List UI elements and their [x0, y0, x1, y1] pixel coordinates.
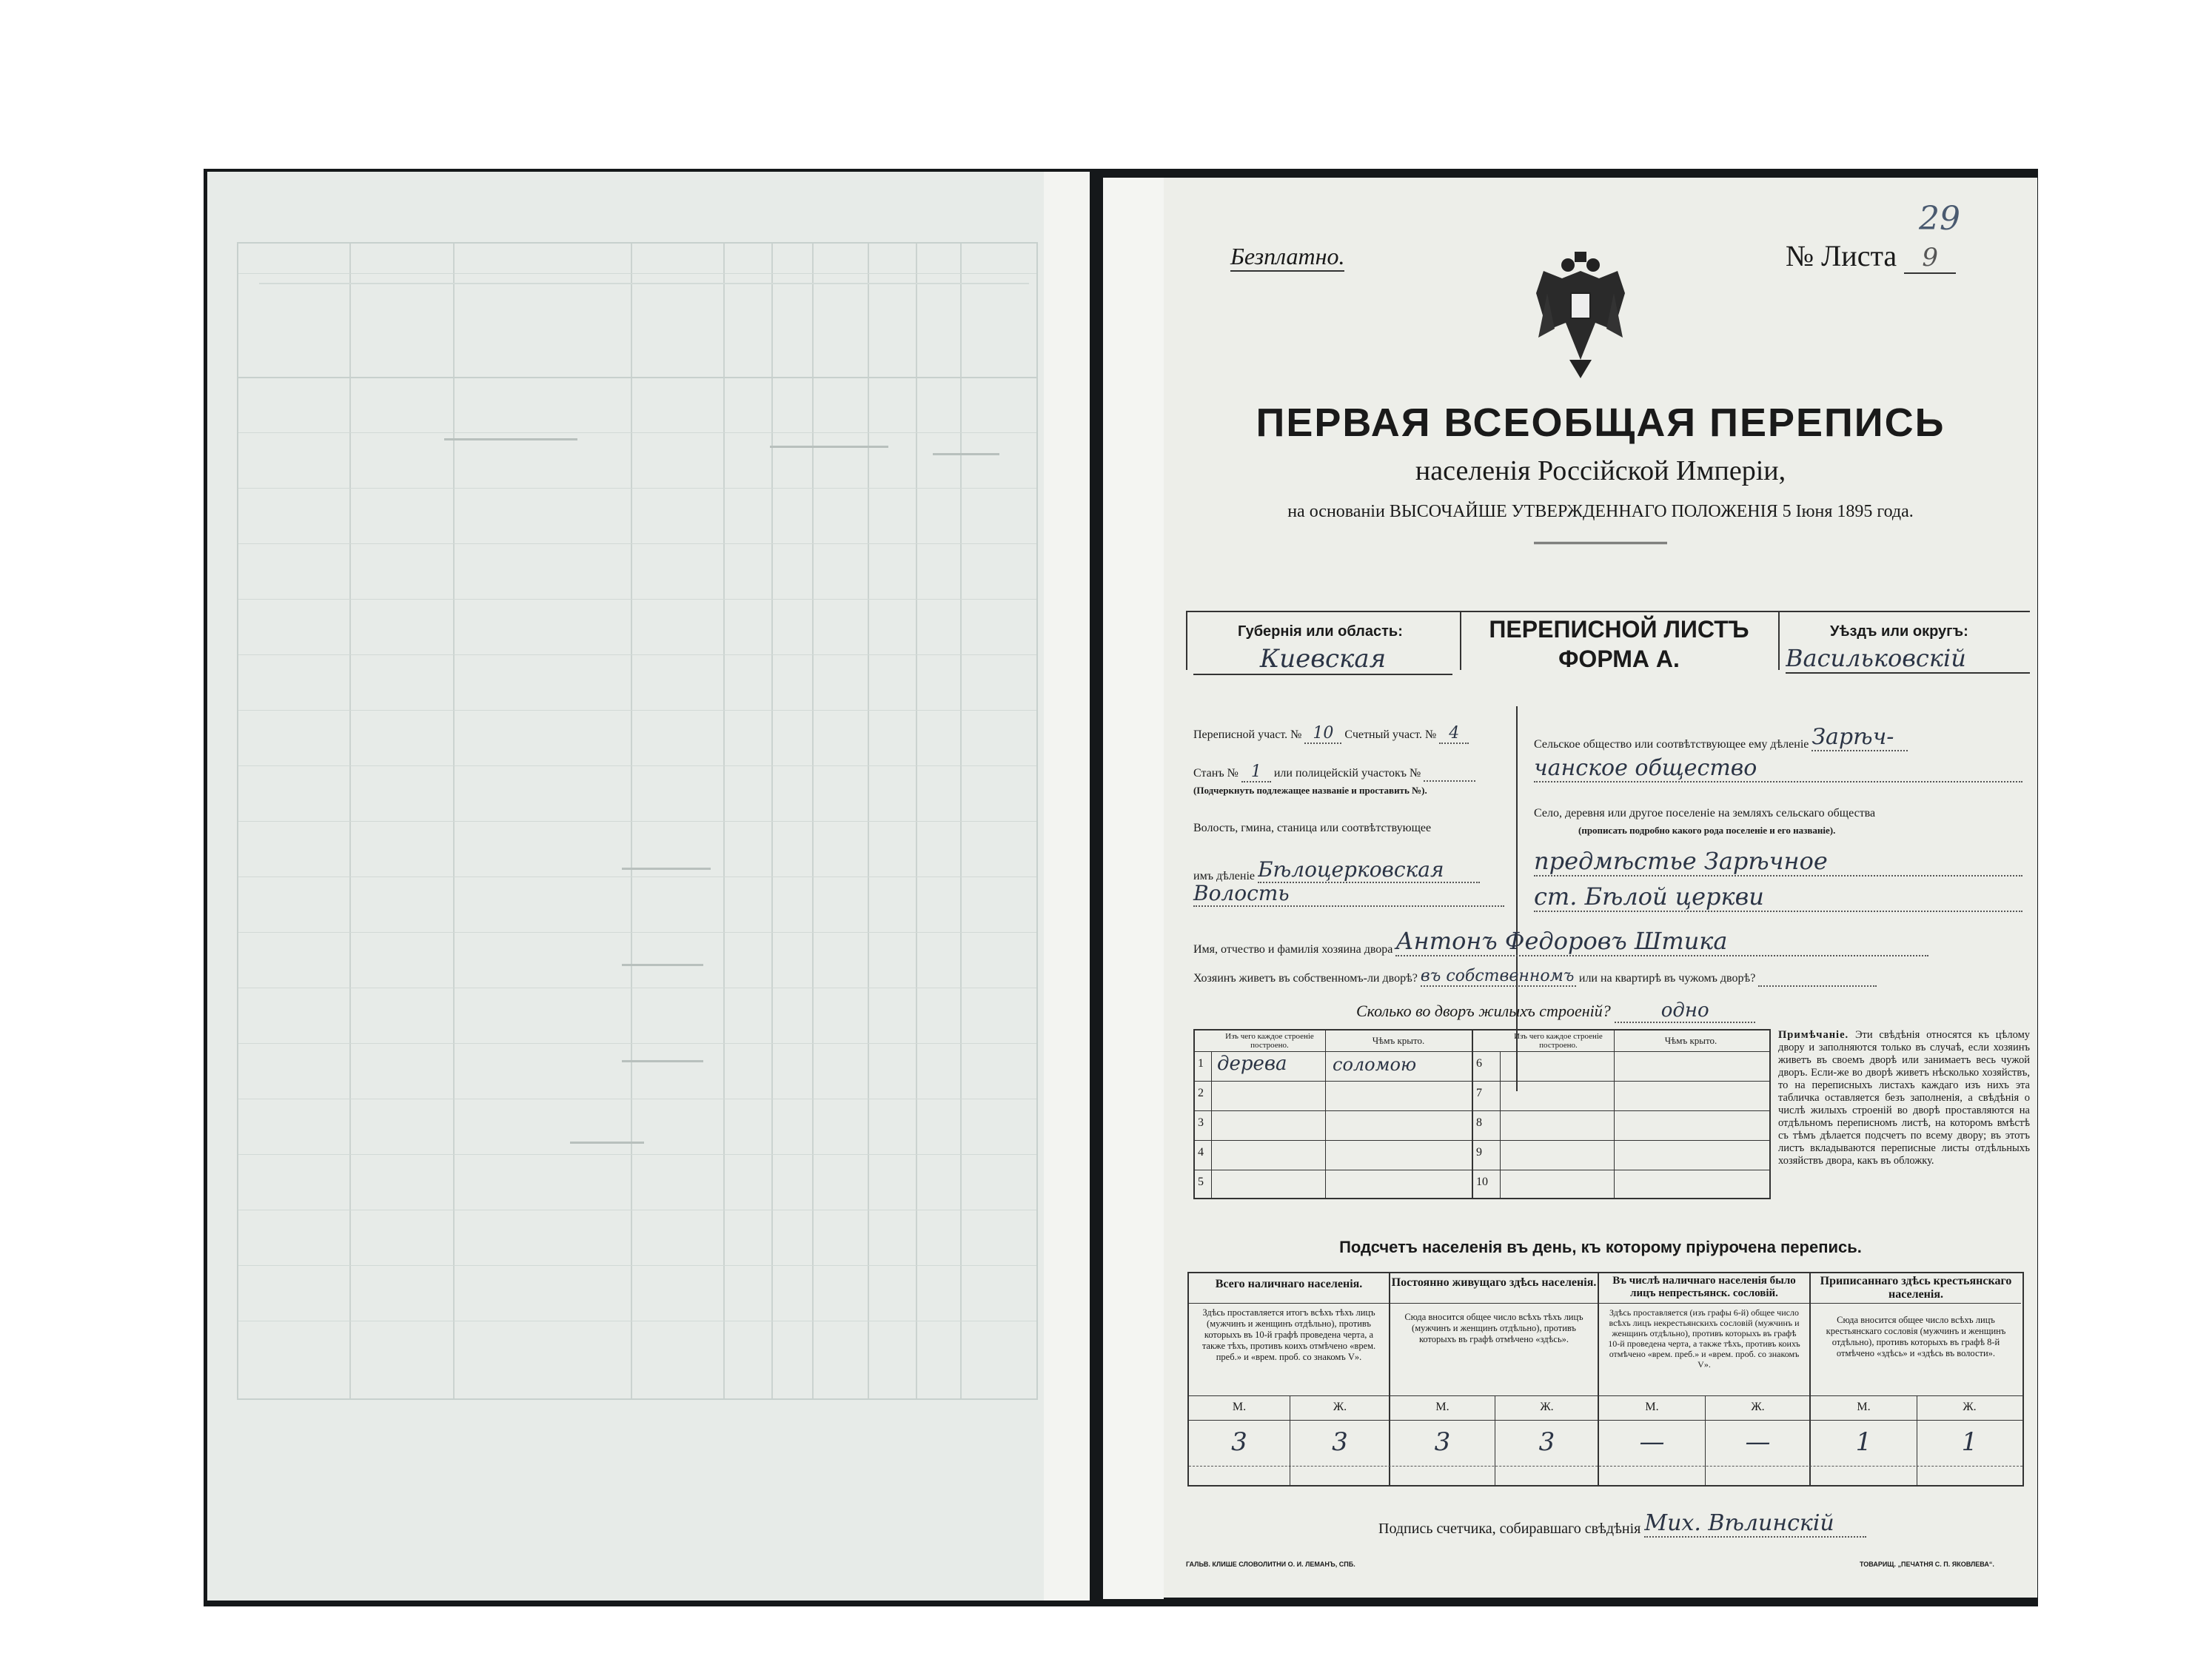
free-label: Безплатно. [1230, 243, 1344, 272]
note-text: Эти свѣдѣнія относятся къ цѣлому двору и заполняются только въ случаѣ, если хозяинъ живетъ въ своемъ дворѣ или занимаетъ весь чужой дворъ. Если-же во дворѣ живетъ нѣсколько хозяйствъ, то на переписныхъ листахъ каждаго изъ нихъ эта табличка оставляется безъ заполненія, а свѣдѣнія о числѣ жилыхъ строеній во дворѣ проставляются на отдѣльномъ переписномъ листѣ, на которомъ вмѣстѣ съ тѣмъ дѣлается подсчетъ по всему двору; въ этотъ листъ вкладываются переписные листы отдѣльныхъ хозяйствъ двора, какъ въ обложку. [1778, 1029, 2031, 1167]
table-row: 10 [1476, 1176, 1488, 1188]
bleed-through-handwriting [622, 1060, 703, 1062]
village-value-cont: ст. Бѣлой церкви [1534, 882, 2022, 912]
volost-line: имъ дѣленіе Бѣлоцерковская [1193, 857, 1512, 883]
note-title: Примѣчаніе. [1778, 1029, 1849, 1041]
bleed-through-handwriting [933, 453, 999, 455]
peasant-male-value: 1 [1855, 1427, 1872, 1457]
volost-label: Волость, гмина, станица или соотвѣтствующее [1193, 822, 1432, 834]
signature-line [1378, 1510, 1866, 1538]
sheet-number-value: 9 [1904, 243, 1956, 274]
lives-value: въ собственномъ [1421, 967, 1576, 987]
table-row: 7 [1476, 1087, 1482, 1099]
village-note: (прописать подробно какого рода поселеніе и его названіе). [1578, 825, 1836, 836]
province-label: Губернія или область: [1238, 623, 1403, 640]
ornament-divider [1534, 542, 1667, 544]
owner-value: Антонъ Федоровъ Штика [1395, 927, 1928, 956]
form-name: ФОРМА А. [1558, 646, 1680, 672]
footer-right-imprint: ТОВАРИЩ. „ПЕЧАТНЯ С. П. ЯКОВЛЕВА“. [1860, 1561, 1994, 1568]
bleed-through-handwriting [622, 964, 703, 966]
total-male-value: 3 [1231, 1427, 1247, 1457]
building-1-material: дерева [1217, 1053, 1287, 1075]
population-col-non-peasant: Въ числѣ наличнаго населенія было лицъ непрестьянск. сословій. Здѣсь проставляется (изъ графы 6-й) общее число всѣхъ лицъ некрестьянскихъ сословій (мужчинъ и женщинъ отдѣльно), противъ которыхъ въ графѣ 10-й проведена черта, а также тѣхъ, противъ коихъ отмѣчено «врем. преб.» и «врем. проб. со знакомъ V». [1599, 1273, 1811, 1485]
book-spine-right [1103, 178, 1164, 1599]
bleed-through-handwriting [444, 438, 577, 440]
table-row: 5 [1198, 1176, 1204, 1188]
society-line: Сельское общество или соотвѣтствующее ему дѣленіе Зарѣч- [1534, 724, 2022, 751]
province-value: Киевская [1193, 644, 1452, 675]
lives-line: Хозяинъ живетъ въ собственномъ-ли дворѣ? въ собственномъ или на квартирѣ въ чужомъ дворѣ? [1193, 967, 2022, 987]
population-col-permanent: Постоянно живущаго здѣсь населенія. Сюда вносится общее число всѣхъ тѣхъ лицъ (мужчинъ и женщинъ отдѣльно), противъ которыхъ въ графѣ отмѣчено «здѣсь». [1390, 1273, 1599, 1485]
subtitle: населенія Россійской Имперіи, [1415, 455, 1786, 486]
society-value-cont: чанское общество [1534, 755, 2022, 782]
district-label: Уѣздъ или округъ: [1830, 623, 1968, 640]
sheet-number [1786, 238, 1956, 274]
census-district-line: Переписной участ. № 10 Счетный участ. № 4 [1193, 724, 1512, 744]
village-value: предмѣстье Зарѣчное [1534, 847, 2022, 877]
table-row: 2 [1198, 1087, 1204, 1099]
table-row: 4 [1198, 1146, 1204, 1159]
book-spine-left [1044, 172, 1090, 1601]
left-page [207, 172, 1044, 1601]
main-title: ПЕРВАЯ ВСЕОБЩАЯ ПЕРЕПИСЬ [1256, 400, 1945, 445]
total-female-value: 3 [1332, 1427, 1348, 1457]
imperial-eagle-emblem [1532, 249, 1629, 382]
permanent-male-value: 3 [1434, 1427, 1451, 1457]
district-value: Васильковскій [1786, 644, 2030, 674]
permanent-female-value: 3 [1538, 1427, 1555, 1457]
bleed-through-handwriting [622, 868, 711, 870]
census-form-page [1164, 178, 2037, 1598]
legal-basis: на основаніи ВЫСОЧАЙШЕ УТВЕРЖДЕННАГО ПОЛОЖЕНІЯ 5 Іюня 1895 года. [1287, 502, 1914, 521]
peasant-female-value: 1 [1961, 1427, 1978, 1457]
table-row: 6 [1476, 1057, 1482, 1070]
buildings-table: Изъ чего каждое строеніе построено. Чѣмъ крыто. Изъ чего каждое строеніе построено. Чѣмъ крыто. 1 2 3 4 5 6 7 8 9 10 дерева соломою [1193, 1029, 1771, 1199]
archive-number: 29 [1919, 200, 1960, 238]
stan-line: Станъ № 1 или полицейскій участокъ № [1193, 763, 1512, 782]
sheet-number-label: № Листа [1786, 239, 1897, 272]
census-district-value: 10 [1304, 724, 1341, 744]
stan-value: 1 [1241, 763, 1271, 782]
table-row: 8 [1476, 1116, 1482, 1129]
table-row: 3 [1198, 1116, 1204, 1129]
volost-value: Бѣлоцерковская [1258, 857, 1480, 883]
population-table: Всего наличнаго населенія. Здѣсь проставляется итогъ всѣхъ тѣхъ лицъ (мужчинъ и женщинъ отдѣльно), противъ которыхъ въ 10-й графѣ проведена черта, а также тѣхъ, противъ коихъ отмѣчено «врем. преб.» и «врем. проб. со знакомъ V». Постоянно живущаго здѣсь населенія. Сюда вносится общее число всѣхъ тѣхъ лицъ (мужчинъ и женщинъ отдѣльно), противъ которыхъ въ графѣ отмѣчено «здѣсь». Въ числѣ наличнаго населенія было лицъ непрестьянск. сословій. Здѣсь проставляется (изъ графы 6-й) общее число всѣхъ лицъ некрестьянскихъ сословій (мужчинъ и женщинъ отдѣльно), противъ которыхъ въ графѣ 10-й проведена черта, а также тѣхъ, противъ коихъ отмѣчено «врем. преб.» и «врем. проб. со знакомъ V». Приписаннаго здѣсь крестьянскаго населенія. Сюда вносится общее число всѣхъ лицъ крестьянскаго сословія (мужчинъ и женщинъ отдѣльно), противъ которыхъ въ графѣ 8-й отмѣчено «здѣсь» и «здѣсь въ волости». М. Ж. М. Ж. М. Ж. М. Ж. 3 3 3 3 — — 1 1 [1187, 1272, 2024, 1487]
signature-label: Подпись счетчика, собиравшаго свѣдѣнія [1378, 1521, 1641, 1537]
bleed-through-handwriting [770, 446, 888, 448]
underline-note: (Подчеркнуть подлежащее названіе и проставить №). [1193, 785, 1427, 796]
signature-value: Мих. Вѣлинскій [1644, 1510, 1866, 1538]
bleed-through-header [259, 268, 1029, 284]
buildings-line: Сколько во дворъ жилыхъ строеній? одно [1356, 999, 1755, 1023]
buildings-value: одно [1615, 999, 1755, 1023]
society-value: Зарѣч- [1812, 724, 1908, 751]
footer-left-imprint: ГАЛЬВ. КЛИШЕ СЛОВОЛИТНИ О. И. ЛЕМАНЪ, СПБ. [1186, 1561, 1355, 1568]
note-block [1778, 1029, 2030, 1167]
volost-value-cont: Волость [1193, 881, 1504, 907]
population-col-total: Всего наличнаго населенія. Здѣсь проставляется итогъ всѣхъ тѣхъ лицъ (мужчинъ и женщинъ отдѣльно), противъ которыхъ въ 10-й графѣ проведена черта, а также тѣхъ, противъ коихъ отмѣчено «врем. преб.» и «врем. проб. со знакомъ V». [1189, 1273, 1390, 1485]
non-peasant-female-value: — [1745, 1427, 1771, 1457]
bleed-through-handwriting [570, 1142, 644, 1144]
building-1-roof: соломою [1333, 1054, 1417, 1075]
non-peasant-male-value: — [1639, 1427, 1665, 1457]
village-label: Село, деревня или другое поселеніе на земляхъ сельскаго общества [1534, 807, 1876, 820]
population-heading: Подсчетъ населенія въ день, къ которому пріурочена перепись. [1339, 1238, 1862, 1256]
owner-line: Имя, отчество и фамилія хозяина двора Антонъ Федоровъ Штика [1193, 927, 2022, 956]
population-col-peasant: Приписаннаго здѣсь крестьянскаго населенія. Сюда вносится общее число всѣхъ лицъ крестьянскаго сословія (мужчинъ и женщинъ отдѣльно), противъ которыхъ въ графѣ 8-й отмѣчено «здѣсь» и «здѣсь въ волости». [1811, 1273, 2022, 1485]
left-page-table [237, 242, 1038, 1400]
table-row: 9 [1476, 1146, 1482, 1159]
sheet-title: ПЕРЕПИСНОЙ ЛИСТЪ [1489, 616, 1749, 643]
table-row: 1 [1198, 1057, 1204, 1070]
count-district-value: 4 [1439, 724, 1469, 744]
